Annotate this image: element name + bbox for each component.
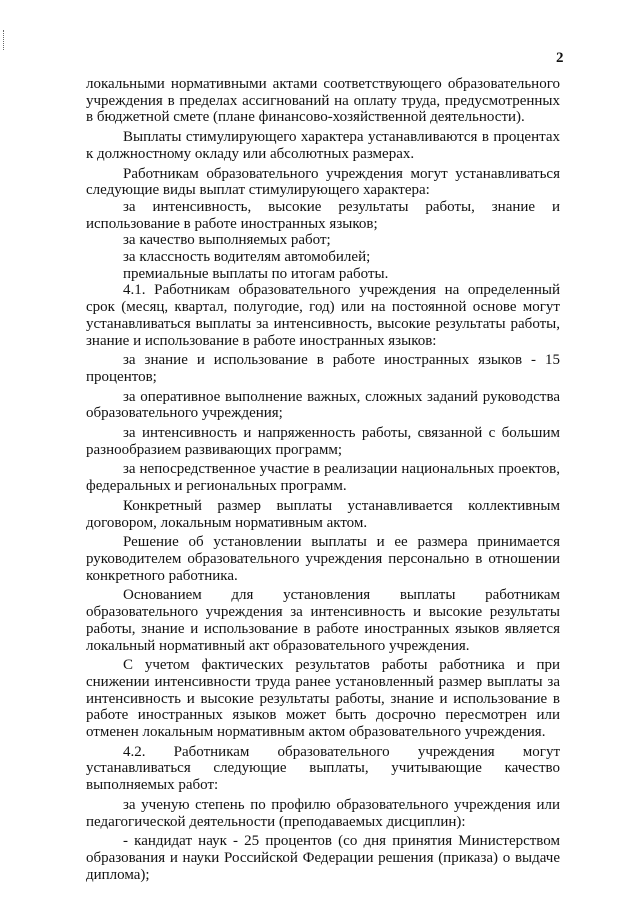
paragraph: за ученую степень по профилю образовательного учреждения или педагогической деятельности (преподаваемых дисциплин): xyxy=(86,796,560,830)
paragraph: за качество выполняемых работ; xyxy=(123,232,331,249)
paragraph: за классность водителям автомобилей; xyxy=(123,249,371,266)
paragraph: Работникам образовательного учреждения могут устанавливаться следующие виды выплат стимулирующего характера: xyxy=(86,165,560,199)
document-body xyxy=(86,76,560,883)
scan-edge-mark xyxy=(3,30,6,50)
paragraph: 4.2. Работникам образовательного учреждения могут устанавливаться следующие выплаты, учитывающие качество выполняемых работ: xyxy=(86,743,560,794)
paragraph: Выплаты стимулирующего характера устанавливаются в процентах к должностному окладу или абсолютных размерах. xyxy=(86,129,560,162)
paragraph: 4.1. Работникам образовательного учреждения на определенный срок (месяц, квартал, полугодие, год) или на постоянной основе могут устанавливаться выплаты за интенсивность, высокие результаты работы, знание и использование в работе иностранных языков: xyxy=(86,282,560,349)
paragraph: Решение об установлении выплаты и ее размера принимается руководителем образовательного учреждения персонально в отношении конкретного работника. xyxy=(86,534,560,584)
paragraph: локальными нормативными актами соответствующего образовательного учреждения в пределах ассигнований на оплату труда, предусмотренных в бюджетной смете (плане финансово-хозяйственной деятельности). xyxy=(86,76,560,126)
page-number: 2 xyxy=(556,50,564,66)
paragraph: за знание и использование в работе иностранных языков - 15 процентов; xyxy=(86,352,560,385)
paragraph: за оперативное выполнение важных, сложных заданий руководства образовательного учреждения; xyxy=(86,388,560,422)
paragraph: Основанием для установления выплаты работникам образовательного учреждения за интенсивность и высокие результаты работы, знание и использование в работе иностранных языков является локальный нормативный акт образовательного учреждения. xyxy=(86,587,560,654)
paragraph: за интенсивность, высокие результаты работы, знание и использование в работе иностранных языков; xyxy=(86,198,560,232)
paragraph: - кандидат наук - 25 процентов (со дня принятия Министерством образования и науки Российской Федерации решения (приказа) о выдаче диплома); xyxy=(86,833,560,883)
paragraph: Конкретный размер выплаты устанавливается коллективным договором, локальным нормативным актом. xyxy=(86,497,560,531)
paragraph: С учетом фактических результатов работы работника и при снижении интенсивности труда ранее установленный размер выплаты за интенсивность и высокие результаты работы, знание и использование в работе иностранных языков может быть досрочно пересмотрен или отменен локальным нормативным актом образовательного учреждения. xyxy=(86,657,560,741)
paragraph: за интенсивность и напряженность работы, связанной с большим разнообразием развивающих программ; xyxy=(86,425,560,458)
paragraph: за непосредственное участие в реализации национальных проектов, федеральных и региональных программ. xyxy=(86,461,560,495)
paragraph: премиальные выплаты по итогам работы. xyxy=(123,265,389,282)
